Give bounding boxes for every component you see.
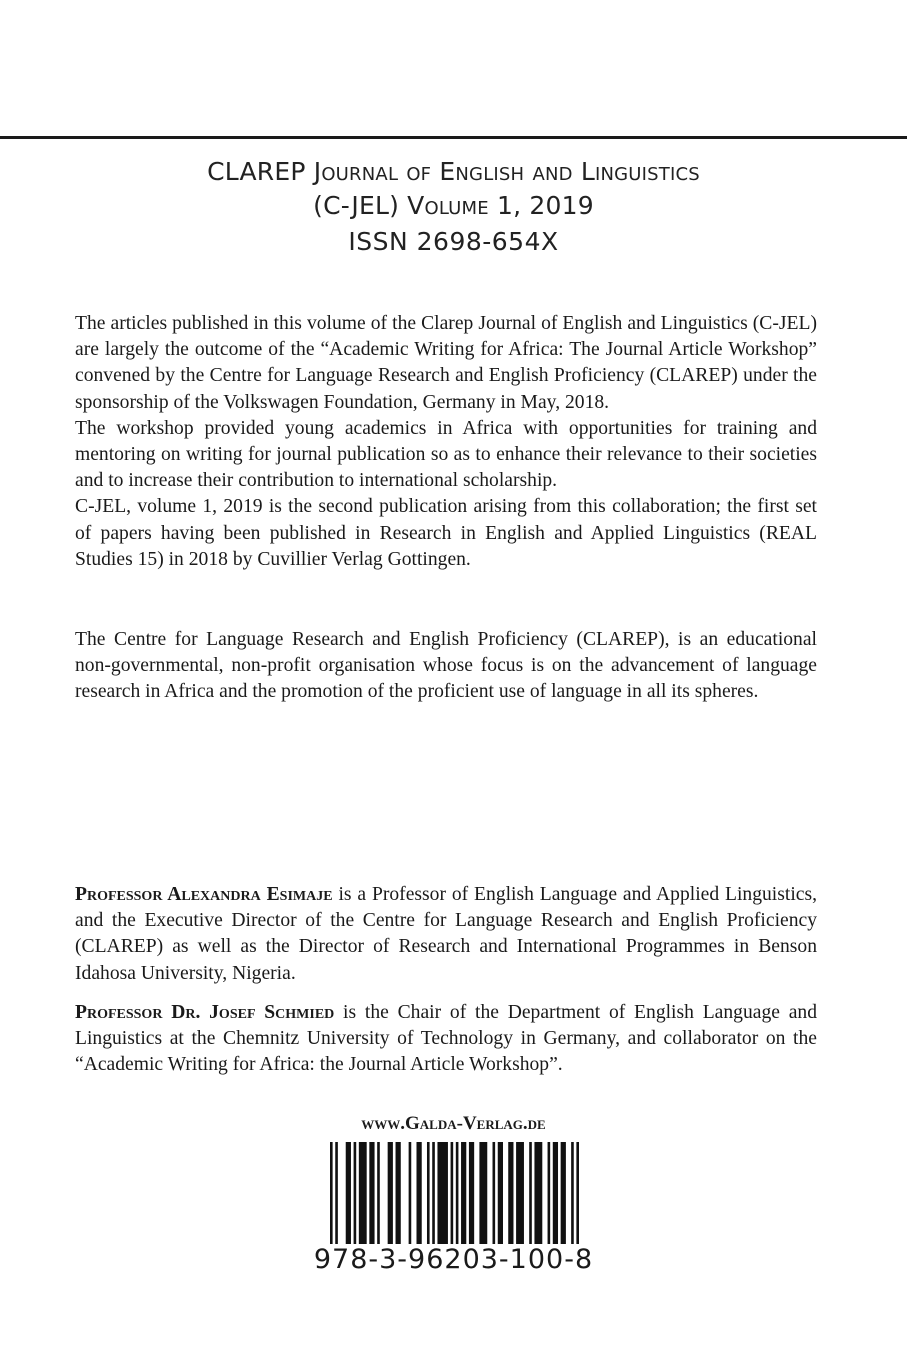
clarep-description: The Centre for Language Research and English Proficiency (CLAREP), is an educational non-governmental, non-profit organisation whose focus is on the advancement of language research in Africa and the promotion of the proficient use of language in all its spheres.	[75, 629, 817, 703]
barcode-bar	[330, 1142, 333, 1244]
bio-text: is a Professor of English Language and Applied Linguistics, and the Executive Director of the Centre for Language Research and English Proficiency (CLAREP) as well as the Director of Research and International Programmes in Benson Idahosa University, Nigeria.	[75, 884, 817, 984]
barcode-bar	[437, 1142, 447, 1244]
barcode-bar	[516, 1142, 524, 1244]
intro-paragraph-1: The articles published in this volume of the Clarep Journal of English and Linguistics (C-JEL) are largely the outcome of the “Academic Writing for Africa: The Journal Article Workshop” convened by the Centre for Language Research and English Proficiency (CLAREP) under the sponsorship of the Volkswagen Foundation, Germany in May, 2018.	[75, 313, 817, 413]
intro-paragraph-3: C-JEL, volume 1, 2019 is the second publication arising from this collaboration; the first set of papers having been published in Research in English and Applied Linguistics (REAL Studies 15) in 2018 by Cuvillier Verlag Gottingen.	[75, 496, 817, 570]
isbn-number: 978-3-96203-100-8	[313, 1244, 594, 1275]
barcode-bar	[498, 1142, 503, 1244]
barcode-bar	[461, 1142, 466, 1244]
editor-name: Professor Alexandra Esimaje	[75, 884, 333, 905]
barcode-bar	[396, 1142, 401, 1244]
barcode-bar	[479, 1142, 487, 1244]
bio-paragraph	[75, 1000, 817, 1079]
bio-paragraph	[75, 882, 817, 987]
clarep-section	[75, 627, 817, 706]
barcode-bar	[409, 1142, 412, 1244]
bio-text: is the Chair of the Department of English Language and Linguistics at the Chemnitz University of Technology in Germany, and collaborator on the “Academic Writing for Africa: the Journal Article Workshop”.	[75, 1002, 818, 1076]
barcode-bar	[416, 1142, 421, 1244]
editor-bio-2	[75, 1000, 817, 1079]
top-divider-rule	[0, 136, 907, 139]
barcode-bar	[359, 1142, 367, 1244]
barcode-bar	[534, 1142, 542, 1244]
barcode-bar	[576, 1142, 579, 1244]
barcode-bar	[553, 1142, 558, 1244]
intro-paragraph-2: The workshop provided young academics in Africa with opportunities for training and mentoring on writing for journal publication so as to enhance their relevance to their societies and to increase their contribution to international scholarship.	[75, 417, 817, 492]
barcode-bar	[388, 1142, 393, 1244]
journal-title-line-2: (C-JEL) Volume 1, 2019	[313, 191, 594, 220]
barcode-bar	[335, 1142, 338, 1244]
barcode-bar	[548, 1142, 551, 1244]
barcode-bar	[571, 1142, 574, 1244]
barcode-bar	[493, 1142, 496, 1244]
publisher-website[interactable]: www.Galda-Verlag.de	[361, 1113, 546, 1134]
barcode-bar	[427, 1142, 430, 1244]
barcode-bar	[561, 1142, 566, 1244]
barcode-bar	[508, 1142, 513, 1244]
editor-name: Professor Dr. Josef Schmied	[75, 1002, 335, 1023]
barcode-bar	[456, 1142, 459, 1244]
isbn-barcode	[330, 1142, 579, 1244]
barcode-bar	[432, 1142, 435, 1244]
barcode-bar	[451, 1142, 454, 1244]
barcode-bar	[469, 1142, 474, 1244]
barcode-bar	[354, 1142, 357, 1244]
barcode-bar	[377, 1142, 380, 1244]
journal-header	[0, 155, 907, 261]
editor-bio-1	[75, 882, 817, 987]
barcode-bar	[529, 1142, 532, 1244]
intro-section	[75, 311, 817, 573]
barcode-bar	[346, 1142, 351, 1244]
journal-title-line-1: CLAREP Journal of English and Linguistics	[207, 157, 700, 186]
barcode-bar	[369, 1142, 374, 1244]
issn-number: ISSN 2698-654X	[348, 227, 559, 256]
